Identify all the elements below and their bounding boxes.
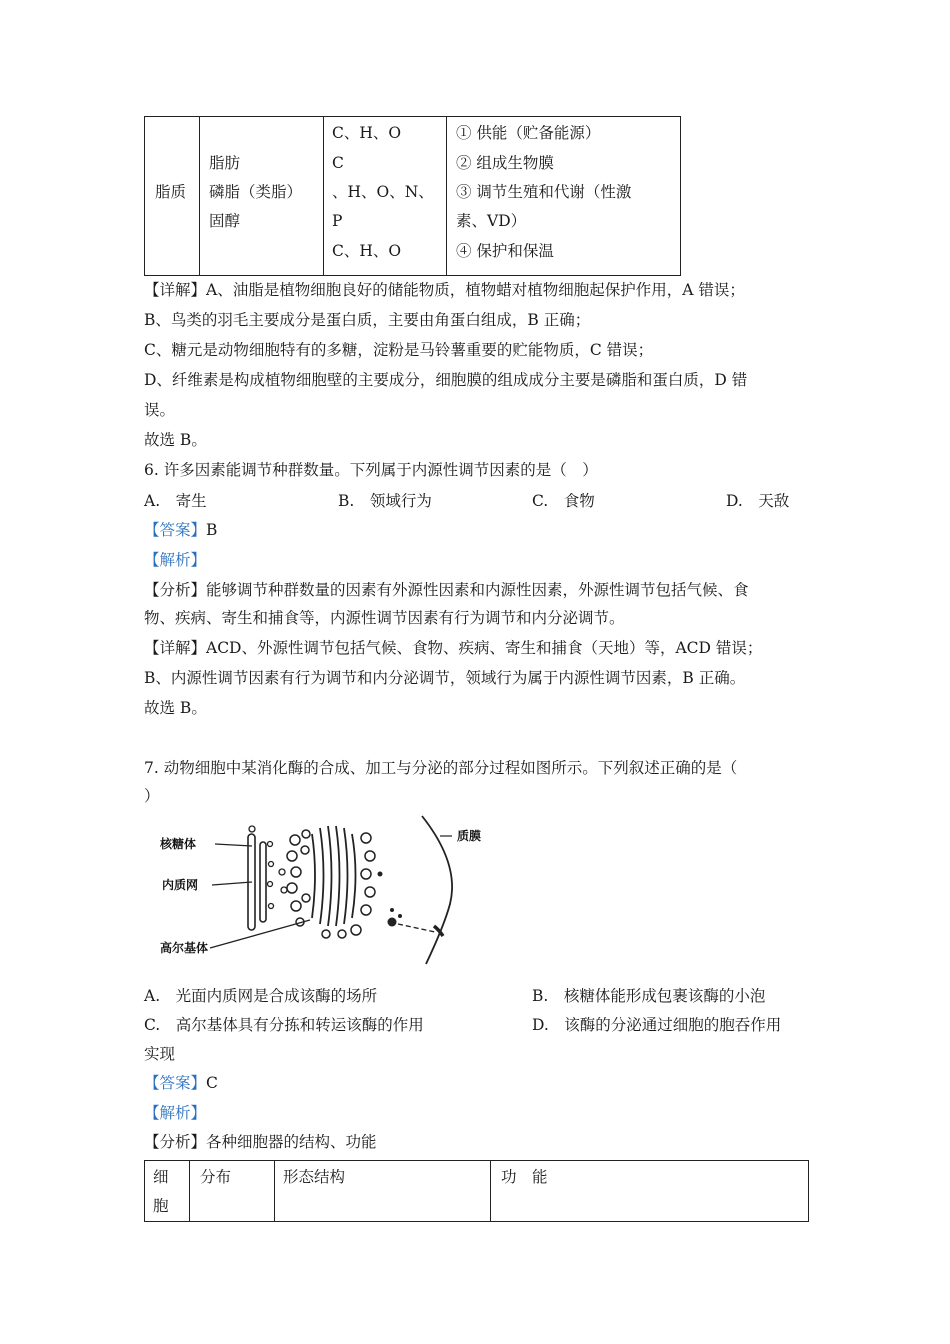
header-cell: 功 能 — [501, 1168, 548, 1186]
option-c: C. 高尔基体具有分拣和转运该酶的作用 — [144, 1016, 424, 1034]
answer-tag: 【答案】 — [144, 521, 207, 539]
conclusion-line: 故选 B。 — [144, 699, 207, 717]
table-divider — [199, 117, 200, 275]
table-divider — [446, 117, 447, 275]
detail-line: D、纤维素是构成植物细胞壁的主要成分，细胞膜的组成成分主要是磷脂和蛋白质，D 错 — [144, 371, 748, 389]
header-cell: 分布 — [200, 1168, 232, 1186]
function-text: ③ 调节生殖和代谢（性激 — [456, 183, 632, 201]
golgi-vesicles — [287, 830, 310, 926]
detail-line: C、糖元是动物细胞特有的多糖，淀粉是马铃薯重要的贮能物质，C 错误； — [144, 341, 654, 359]
secretion-path — [388, 908, 436, 932]
option-d: D. 该酶的分泌通过细胞的胞吞作用 — [532, 1016, 782, 1034]
element-text: 、H、O、N、 — [332, 183, 434, 201]
lipid-table — [144, 116, 681, 276]
answer-value: C — [206, 1074, 218, 1092]
header-cell: 形态结构 — [283, 1168, 346, 1186]
answer-line — [144, 520, 217, 540]
answer-line — [144, 1073, 218, 1093]
option-a: A. 光面内质网是合成该酶的场所 — [144, 987, 378, 1005]
table-divider — [490, 1161, 491, 1221]
ribosome-label: 核糖体 — [160, 837, 197, 851]
function-text: ① 供能（贮备能源） — [456, 124, 601, 142]
element-text: P — [332, 212, 343, 230]
membrane-label: 质膜 — [457, 829, 482, 843]
detail-line: 【详解】A、油脂是植物细胞良好的储能物质，植物蜡对植物细胞起保护作用，A 错误； — [144, 281, 745, 299]
golgi-stack — [312, 826, 356, 926]
lipid-type: 固醇 — [209, 212, 241, 230]
element-text: C — [332, 154, 344, 172]
option-b: B. 领域行为 — [338, 492, 432, 510]
golgi-label: 高尔基体 — [160, 941, 209, 955]
function-text: ② 组成生物膜 — [456, 154, 554, 172]
option-c: C. 食物 — [532, 492, 595, 510]
analysis-line: 物、疾病、寄生和捕食等，内源性调节因素有行为调节和内分泌调节。 — [144, 609, 625, 627]
function-text: 素、VD） — [456, 212, 527, 230]
element-text: C、H、O — [332, 124, 402, 142]
plasma-membrane — [422, 816, 452, 964]
option-d-cont: 实现 — [144, 1045, 176, 1063]
analysis-line: B、内源性调节因素有行为调节和内分泌调节，领域行为属于内源性调节因素，B 正确。 — [144, 669, 746, 687]
detail-line: 误。 — [144, 401, 176, 419]
table-divider — [323, 117, 324, 275]
header-cell: 胞 — [153, 1197, 169, 1215]
option-a: A. 寄生 — [144, 492, 207, 510]
lipid-type: 磷脂（类脂） — [209, 183, 303, 201]
er-label: 内质网 — [162, 878, 199, 892]
element-text: C、H、O — [332, 242, 402, 260]
table-divider — [189, 1161, 190, 1221]
option-d: D. 天敌 — [726, 492, 790, 510]
lipid-category: 脂质 — [155, 183, 187, 201]
answer-value: B — [206, 521, 218, 539]
organelle-table — [144, 1160, 809, 1222]
header-cell: 细 — [153, 1168, 169, 1186]
option-b: B. 核糖体能形成包裹该酶的小泡 — [532, 987, 766, 1005]
lipid-type: 脂肪 — [209, 154, 241, 172]
analysis-line: 【详解】ACD、外源性调节包括气候、食物、疾病、寄生和捕食（天地）等，ACD 错误； — [144, 639, 763, 657]
function-text: ④ 保护和保温 — [456, 242, 554, 260]
analysis-tag: 【解析】 — [144, 1104, 207, 1122]
question-7-cont: ） — [144, 787, 160, 805]
analysis-line: 【分析】能够调节种群数量的因素有外源性因素和内源性因素，外源性调节包括气候、食 — [144, 581, 749, 599]
question-6: 6. 许多因素能调节种群数量。下列属于内源性调节因素的是（ ） — [144, 461, 598, 479]
conclusion-line: 故选 B。 — [144, 431, 207, 449]
answer-tag: 【答案】 — [144, 1074, 207, 1092]
cell-secretion-diagram — [160, 814, 496, 966]
analysis-tag: 【解析】 — [144, 551, 207, 569]
analysis-line: 【分析】各种细胞器的结构、功能 — [144, 1133, 377, 1151]
question-7: 7. 动物细胞中某消化酶的合成、加工与分泌的部分过程如图所示。下列叙述正确的是（ — [144, 759, 738, 777]
detail-line: B、鸟类的羽毛主要成分是蛋白质，主要由角蛋白组成，B 正确； — [144, 311, 591, 329]
table-divider — [274, 1161, 275, 1221]
